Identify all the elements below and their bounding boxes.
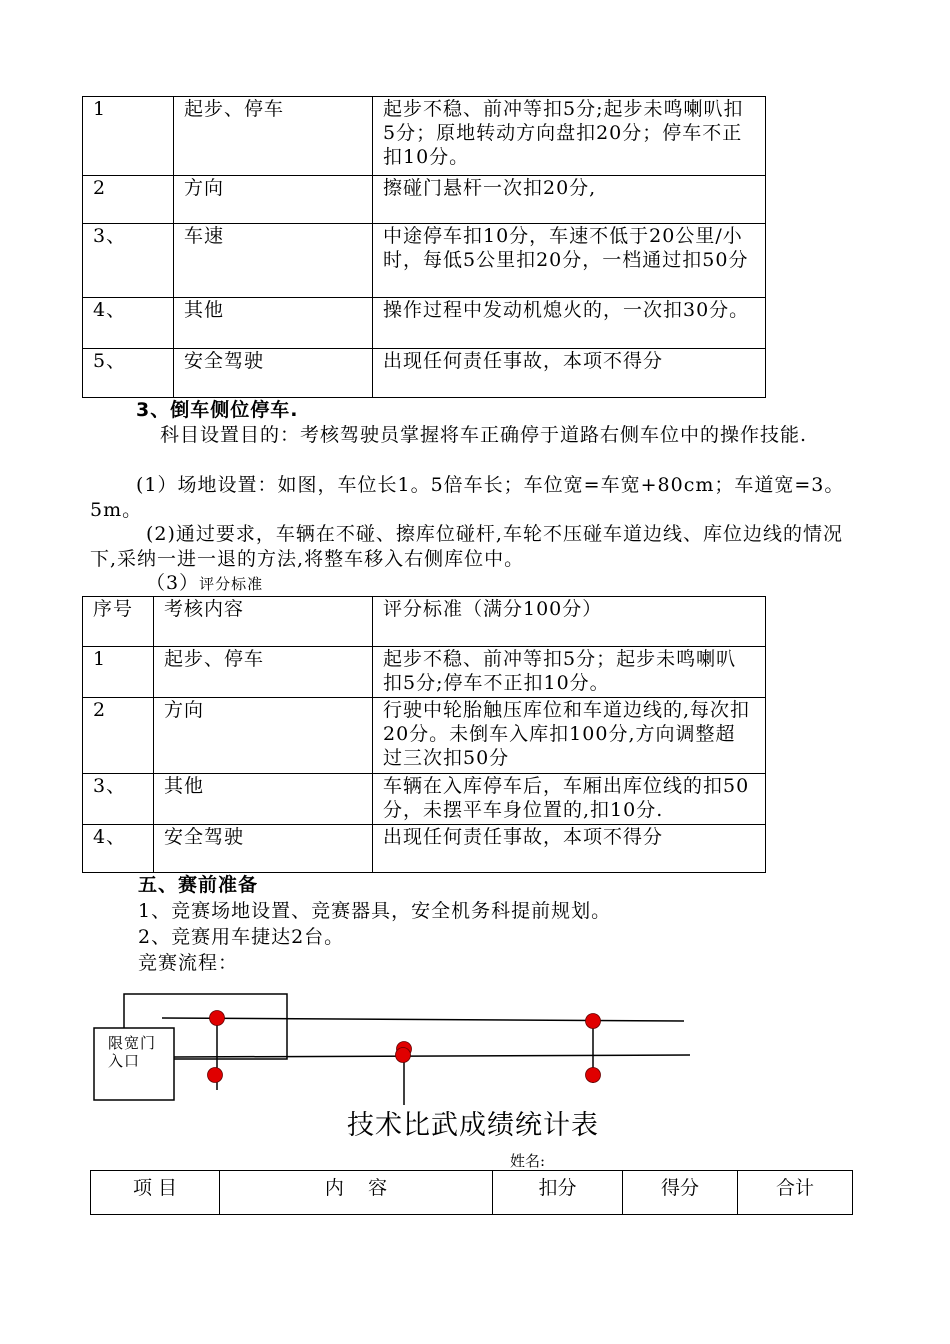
row-item: 方向	[174, 176, 373, 224]
criteria-number: （3）	[146, 572, 200, 594]
table-row	[83, 97, 766, 176]
section-heading-preparation: 五、赛前准备	[138, 874, 259, 896]
row-standard: 出现任何责任事故，本项不得分	[373, 349, 766, 398]
purpose-paragraph: 科目设置目的：考核驾驶员掌握将车正确停于道路右侧车位中的操作技能.	[160, 424, 808, 446]
row-number: 3、	[83, 224, 174, 298]
row-number: 3、	[83, 774, 154, 825]
table-row	[83, 176, 766, 224]
column-total: 合计	[738, 1171, 853, 1215]
row-standard: 出现任何责任事故，本项不得分	[373, 825, 766, 873]
row-item: 方向	[154, 698, 373, 774]
row-number: 1	[83, 647, 154, 698]
header-item: 考核内容	[154, 597, 373, 647]
header-number: 序号	[83, 597, 154, 647]
site-setup-paragraph: (1）场地设置：如图，车位长1。5倍车长；车位宽=车宽+80cm；车道宽=3。5m。	[90, 474, 845, 521]
requirement-paragraph: (2)通过要求，车辆在不碰、擦库位碰杆,车轮不压碰车道边线、库位边线的情况下,采纳一进一退的方法,将整车移入右侧库位中。	[90, 523, 843, 570]
row-number: 1	[83, 97, 174, 176]
row-item: 其他	[154, 774, 373, 825]
row-item: 起步、停车	[154, 647, 373, 698]
lane-line-upper	[162, 1018, 684, 1021]
pole-marker	[208, 1068, 223, 1083]
scoring-table-1	[82, 96, 766, 398]
row-item: 起步、停车	[174, 97, 373, 176]
column-content: 内 容	[220, 1171, 493, 1215]
criteria-text: 评分标准	[199, 575, 264, 593]
pole-marker	[396, 1048, 411, 1063]
score-sheet-title: 技术比武成绩统计表	[347, 1110, 599, 1141]
gate-label-line-1: 限宽门	[108, 1034, 157, 1052]
row-item: 安全驾驶	[174, 349, 373, 398]
header-standard: 评分标准（满分100分）	[373, 597, 766, 647]
row-item: 安全驾驶	[154, 825, 373, 873]
row-standard: 起步不稳、前冲等扣5分;起步未鸣喇叭扣5分；原地转动方向盘扣20分；停车不正扣10分。	[373, 97, 766, 176]
process-label: 竞赛流程：	[138, 952, 239, 974]
row-standard: 起步不稳、前冲等扣5分；起步未鸣喇叭扣5分;停车不正扣10分。	[373, 647, 766, 698]
scoring-table-2	[82, 596, 766, 873]
row-standard: 行驶中轮胎触压库位和车道边线的,每次扣20分。未倒车入库扣100分,方向调整超过三次扣50分	[373, 698, 766, 774]
row-number: 2	[83, 176, 174, 224]
row-standard: 操作过程中发动机熄火的，一次扣30分。	[373, 298, 766, 349]
row-standard: 擦碰门悬杆一次扣20分,	[373, 176, 766, 224]
column-deduction: 扣分	[493, 1171, 623, 1215]
table-header-row	[83, 597, 766, 647]
table-row	[83, 825, 766, 873]
name-label: 姓名:	[510, 1152, 546, 1170]
row-number: 4、	[83, 298, 174, 349]
row-item: 车速	[174, 224, 373, 298]
preparation-line-2: 2、竞赛用车捷达2台。	[138, 926, 345, 948]
pole-marker	[210, 1011, 225, 1026]
table-row	[83, 698, 766, 774]
lane-line-lower	[174, 1055, 690, 1057]
row-number: 4、	[83, 825, 154, 873]
preparation-line-1: 1、竞赛场地设置、竞赛器具，安全机务科提前规划。	[138, 900, 612, 922]
row-item: 其他	[174, 298, 373, 349]
table-row	[83, 349, 766, 398]
column-item: 项 目	[91, 1171, 220, 1215]
gate-label-line-2: 入口	[108, 1052, 141, 1070]
table-row	[83, 774, 766, 825]
row-standard: 车辆在入库停车后，车厢出库位线的扣50分，未摆平车身位置的,扣10分.	[373, 774, 766, 825]
row-number: 2	[83, 698, 154, 774]
score-sheet-header-row	[91, 1171, 853, 1215]
column-score: 得分	[623, 1171, 738, 1215]
pole-marker	[586, 1014, 601, 1029]
gate-label	[108, 1034, 156, 1070]
table-row	[83, 298, 766, 349]
score-sheet-table	[90, 1170, 853, 1215]
table-row	[83, 647, 766, 698]
section-heading-reverse-parking: 3、倒车侧位停车.	[136, 399, 299, 421]
criteria-label	[146, 571, 263, 597]
table-row	[83, 224, 766, 298]
pole-marker	[586, 1068, 601, 1083]
row-standard: 中途停车扣10分，车速不低于20公里/小时，每低5公里扣20分，一档通过扣50分	[373, 224, 766, 298]
row-number: 5、	[83, 349, 174, 398]
